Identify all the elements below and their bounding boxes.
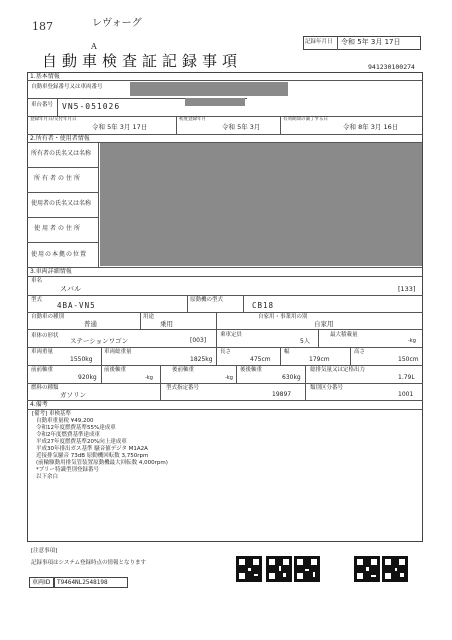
rear-axle-value: 630kg (282, 374, 301, 381)
body-code: [003] (190, 337, 207, 344)
note-line: 令和2年度燃費基準達成車 (36, 432, 101, 438)
section-notes-title: 4.備考 (30, 401, 48, 408)
use-label: 用途 (143, 314, 155, 320)
note-line: (前輪駆動用排気管装置原動機最大回転数 4,000rpm) (36, 460, 168, 466)
category-label: 類別区分番号 (310, 385, 344, 391)
footer-notes-title: [注意事項] (31, 548, 58, 554)
note-line: 近接排気騒音 73dB 原動機回転数 3,750rpm (36, 453, 149, 459)
first-registration-date: 令和 5年 3月 17日 (92, 123, 148, 131)
first-year-label: 初度登録年月 (179, 117, 206, 122)
expiry-date: 令和 8年 3月 16日 (343, 123, 399, 131)
footer-notes-text: 記録事項はシステム登録時点の情報となります (31, 560, 146, 566)
document-number: 941230100274 (368, 63, 415, 71)
section-vehicle-title: 3.車両詳細情報 (30, 268, 72, 275)
record-date: 令和 5年 3月 17日 (341, 38, 401, 46)
width-label: 幅 (284, 349, 290, 355)
redacted-chassis-detail (185, 98, 245, 106)
model-value: 4BA-VN5 (57, 301, 96, 310)
engine-label: 原動機の型式 (190, 297, 224, 303)
max-load-label: 最大積載量 (330, 332, 358, 338)
engine-value: CB18 (252, 301, 275, 310)
rear-front-axle-value: -kg (225, 375, 233, 381)
chassis-number-label: 車台番号 (31, 102, 54, 108)
qr-code-icon (294, 556, 320, 582)
front-rear-axle-label: 前後軸重 (104, 367, 127, 373)
handwritten-number: 187 (32, 20, 53, 33)
owner-name-label: 所有者の氏名又は名称 (31, 150, 92, 157)
type-approval-label: 型式指定番号 (166, 385, 200, 391)
height-label: 高さ (354, 349, 366, 355)
car-id-label: 車両ID (32, 579, 51, 586)
purpose-value: 自家用 (314, 320, 334, 328)
note-line: 平成27年度燃費基準20%向上達成車 (36, 439, 127, 445)
first-registration-label: 登録年月日/交付年月日 (30, 117, 77, 122)
model-label: 型式 (31, 297, 43, 303)
record-date-label: 記録年月日 (305, 39, 333, 45)
length-value: 475cm (250, 356, 271, 363)
maker-code: [133] (398, 285, 416, 293)
max-load-value: -kg (408, 338, 416, 344)
weight-label: 車両重量 (31, 349, 54, 355)
note-line: 以下余白 (36, 474, 59, 480)
qr-code-icon (382, 556, 408, 582)
handwritten-model: レヴォーグ (92, 18, 142, 29)
maker-value: スバル (60, 285, 81, 293)
page-title: 自動車検査証記録事項 (42, 52, 243, 70)
body-label: 車体の形状 (31, 333, 59, 339)
gross-weight-value: 1825kg (190, 356, 213, 363)
section-owner-title: 2.所有者・使用者情報 (30, 135, 90, 142)
rear-front-axle-label: 後前軸重 (172, 367, 195, 373)
category-value: 1001 (398, 391, 414, 398)
front-axle-value: 920kg (78, 374, 97, 381)
header-mark: A (91, 42, 97, 51)
note-line: *ブリー特識型別登録番号 (36, 467, 100, 473)
chassis-number: VN5-051026 (62, 102, 121, 111)
rear-axle-label: 後後軸重 (240, 367, 263, 373)
capacity-label: 乗車定員 (220, 332, 243, 338)
use-value: 乗用 (160, 320, 173, 328)
front-rear-axle-value: -kg (145, 375, 153, 381)
note-line: 平成30年排出ガス基準 騒音値デジタ M1A2A (36, 446, 148, 452)
qr-code-icon (354, 556, 380, 582)
width-value: 179cm (309, 356, 330, 363)
height-value: 150cm (398, 356, 419, 363)
user-address-label: 使用者の住所 (34, 225, 83, 232)
first-year-value: 令和 5年 3月 (222, 123, 261, 131)
qr-code-icon (236, 556, 262, 582)
fuel-value: ガソリン (60, 391, 86, 399)
expiry-label: 有効期間の満了する日 (283, 117, 328, 122)
note-line: 令和12年度燃費基準55%達成車 (36, 425, 116, 431)
displacement-label: 総排気量又は定格出力 (310, 367, 366, 373)
user-name-label: 使用者の氏名又は名称 (31, 200, 92, 207)
redacted-owner-info (100, 143, 422, 266)
kind-value: 普通 (84, 320, 97, 328)
note-line: [備考] 車検基準 (32, 411, 72, 417)
section-basic-info-title: 1.基本情報 (30, 73, 60, 80)
capacity-value: 5人 (300, 338, 310, 345)
body-value: ステーションワゴン (70, 337, 129, 345)
fuel-label: 燃料の種類 (31, 385, 59, 391)
purpose-label: 自家用・事業用の別 (258, 314, 308, 320)
note-line: 自動車重量税 ¥49,200 (36, 418, 94, 424)
weight-value: 1550kg (70, 356, 93, 363)
car-id-value: T9464NL2548198 (57, 579, 108, 586)
front-axle-label: 前前軸重 (31, 367, 54, 373)
owner-address-label: 所有者の住所 (34, 175, 83, 182)
registration-number-label: 自動車登録番号又は車両番号 (31, 84, 103, 90)
length-label: 長さ (220, 349, 232, 355)
qr-code-icon (266, 556, 292, 582)
maker-label: 車名 (31, 278, 43, 284)
displacement-value: 1.79L (398, 374, 415, 381)
base-location-label: 使用の本拠の位置 (31, 251, 88, 258)
redacted-registration-number (130, 82, 288, 96)
type-approval-value: 19897 (272, 391, 292, 398)
gross-weight-label: 車両総重量 (104, 349, 132, 355)
kind-label: 自動車の種別 (31, 314, 65, 320)
